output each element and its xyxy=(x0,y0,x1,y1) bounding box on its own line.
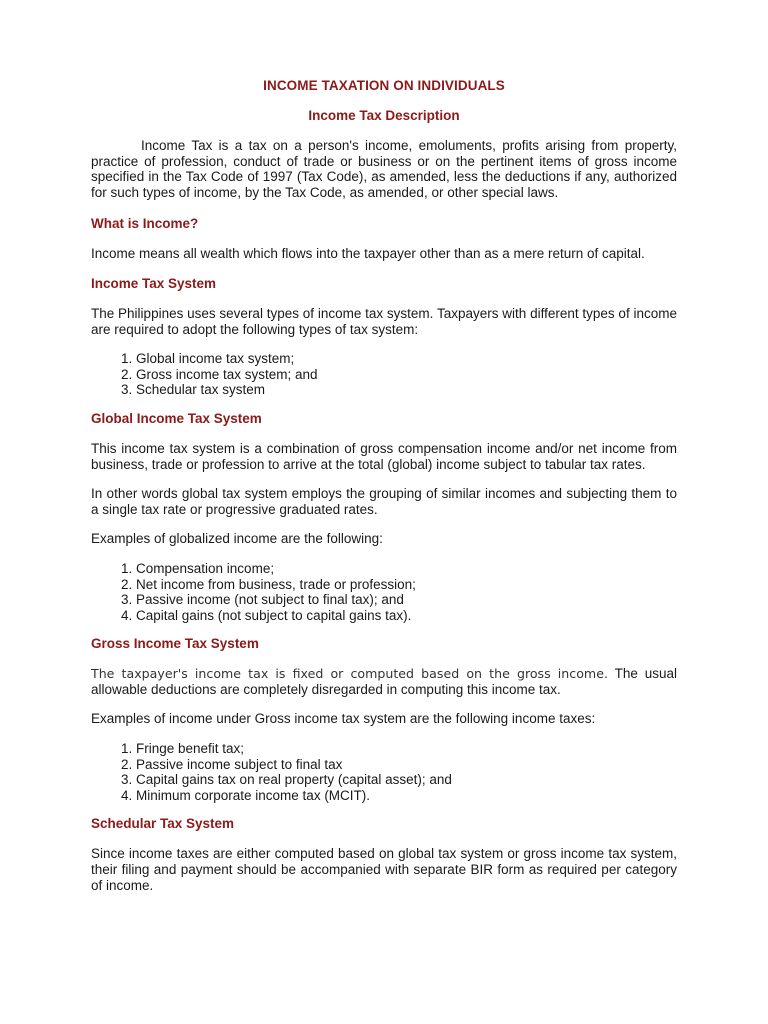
document-page xyxy=(91,0,677,893)
heading-income-tax-system: Income Tax System xyxy=(91,275,217,291)
document-subtitle: Income Tax Description xyxy=(308,108,460,123)
heading-gross-income-tax-system: Gross Income Tax System xyxy=(91,636,259,652)
list-item: 1. Compensation income; xyxy=(136,561,677,577)
document-title: INCOME TAXATION ON INDIVIDUALS xyxy=(263,78,505,93)
what-is-income-paragraph: Income means all wealth which flows into the taxpayer other than as a mere return of capital. xyxy=(91,246,645,262)
gross-income-examples-list xyxy=(91,741,677,803)
list-item: 4. Capital gains (not subject to capital gains tax). xyxy=(136,608,677,624)
global-system-paragraph-1: This income tax system is a combination of gross compensation income and/or net income from business, trade or profession to arrive at the total (global) income subject to tabular tax rates. xyxy=(91,440,677,472)
gross-system-sentence-1: The taxpayer's income tax is fixed or computed based on the gross income. xyxy=(91,666,608,682)
heading-what-is-income: What is Income? xyxy=(91,216,199,232)
list-item: 1. Global income tax system; xyxy=(136,351,677,367)
schedular-system-paragraph: Since income taxes are either computed based on global tax system or gross income tax system, their filing and payment should be accompanied with separate BIR form as required per category of income. xyxy=(91,846,677,893)
gross-system-sentence-2: The usual allowable deductions are completely disregarded in computing this income tax. xyxy=(91,666,678,697)
gross-system-paragraph-1 xyxy=(91,666,677,697)
global-system-paragraph-2: In other words global tax system employs the grouping of similar incomes and subjecting them to a single tax rate or progressive graduated rates. xyxy=(91,486,677,517)
list-item: 3. Capital gains tax on real property (capital asset); and xyxy=(136,772,677,788)
list-item: 2. Passive income subject to final tax xyxy=(136,757,677,773)
list-item: 4. Minimum corporate income tax (MCIT). xyxy=(136,788,677,804)
global-system-paragraph-3: Examples of globalized income are the following: xyxy=(91,531,383,547)
income-tax-system-list xyxy=(91,351,677,398)
intro-paragraph: Income Tax is a tax on a person's income, emoluments, profits arising from property, practice of profession, conduct of trade or business or on the pertinent items of gross income specified in the Tax Code of 1997 (Tax Code), as amended, less the deductions if any, authorized for such types of income, by the Tax Code, as amended, or other special laws. xyxy=(91,138,677,200)
income-tax-system-paragraph: The Philippines uses several types of income tax system. Taxpayers with different types of income are required to adopt the following types of tax system: xyxy=(91,305,677,337)
list-item: 1. Fringe benefit tax; xyxy=(136,741,677,757)
heading-global-income-tax-system: Global Income Tax System xyxy=(91,410,262,426)
list-item: 2. Gross income tax system; and xyxy=(136,367,677,383)
list-item: 3. Schedular tax system xyxy=(136,382,677,398)
global-income-examples-list xyxy=(91,561,677,623)
gross-system-paragraph-2: Examples of income under Gross income tax system are the following income taxes: xyxy=(91,711,596,727)
list-item: 3. Passive income (not subject to final tax); and xyxy=(136,592,677,608)
list-item: 2. Net income from business, trade or profession; xyxy=(136,577,677,593)
heading-schedular-tax-system: Schedular Tax System xyxy=(91,816,235,832)
